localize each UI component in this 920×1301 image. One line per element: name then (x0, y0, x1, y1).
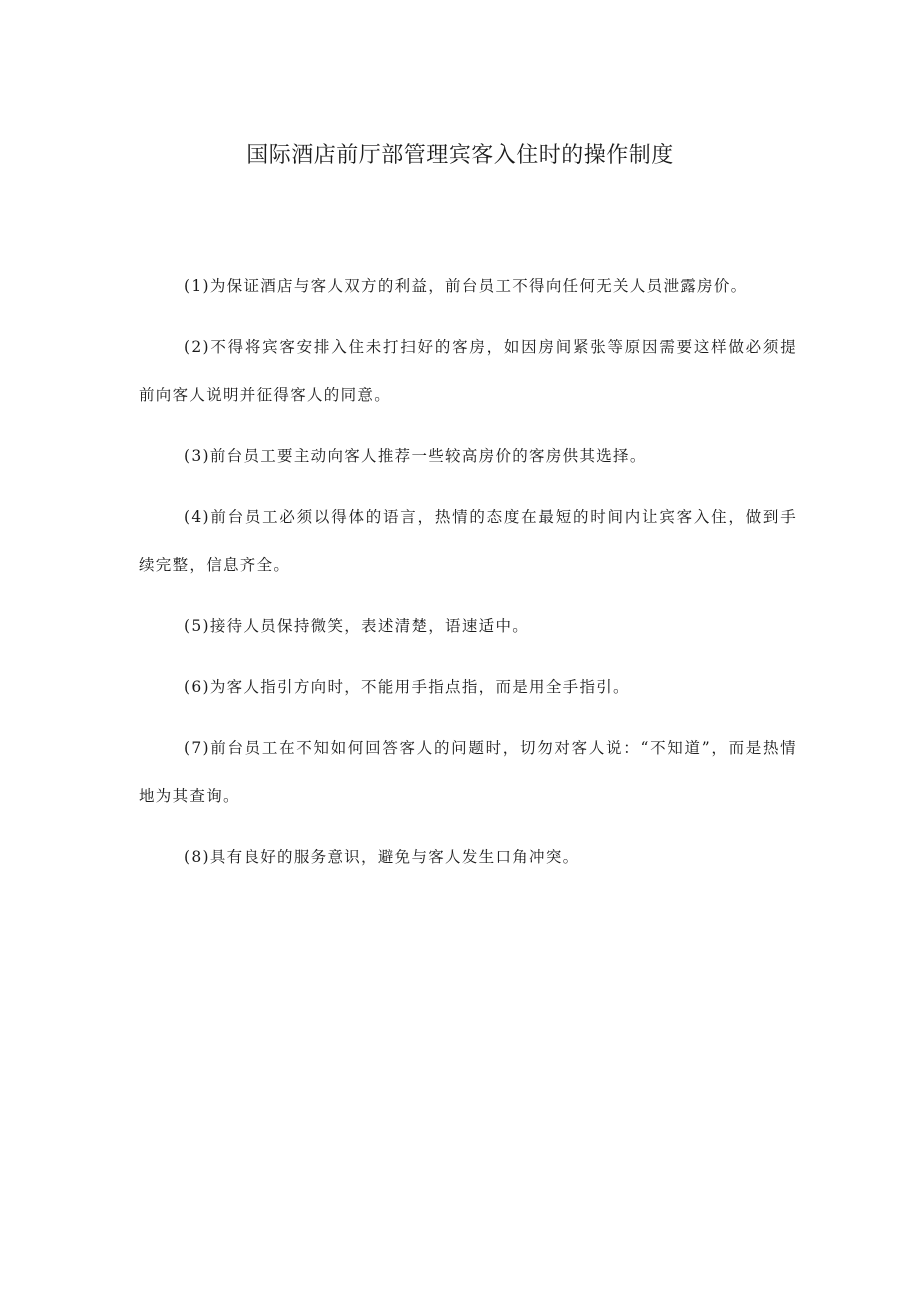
rule-item-6: (6)为客人指引方向时，不能用手指点指，而是用全手指引。 (184, 678, 630, 696)
rule-item-2: (2)不得将宾客安排入住未打扫好的客房，如因房间紧张等原因需要这样做必须提前向客人说明并征得客人的同意。 (139, 338, 797, 404)
document-title: 国际酒店前厅部管理宾客入住时的操作制度 (246, 143, 674, 168)
rule-list (139, 262, 797, 894)
rule-item-1: (1)为保证酒店与客人双方的利益，前台员工不得向任何无关人员泄露房价。 (184, 277, 748, 295)
rule-item-8: (8)具有良好的服务意识，避免与客人发生口角冲突。 (184, 848, 580, 866)
rule-item-7: (7)前台员工在不知如何回答客人的问题时，切勿对客人说：“不知道”，而是热情地为其查询。 (139, 739, 797, 805)
rule-item-5: (5)接待人员保持微笑，表述清楚，语速适中。 (184, 617, 530, 635)
rule-item-4: (4)前台员工必须以得体的语言，热情的态度在最短的时间内让宾客入住，做到手续完整，信息齐全。 (139, 508, 797, 574)
rule-item-3: (3)前台员工要主动向客人推荐一些较高房价的客房供其选择。 (184, 447, 647, 465)
